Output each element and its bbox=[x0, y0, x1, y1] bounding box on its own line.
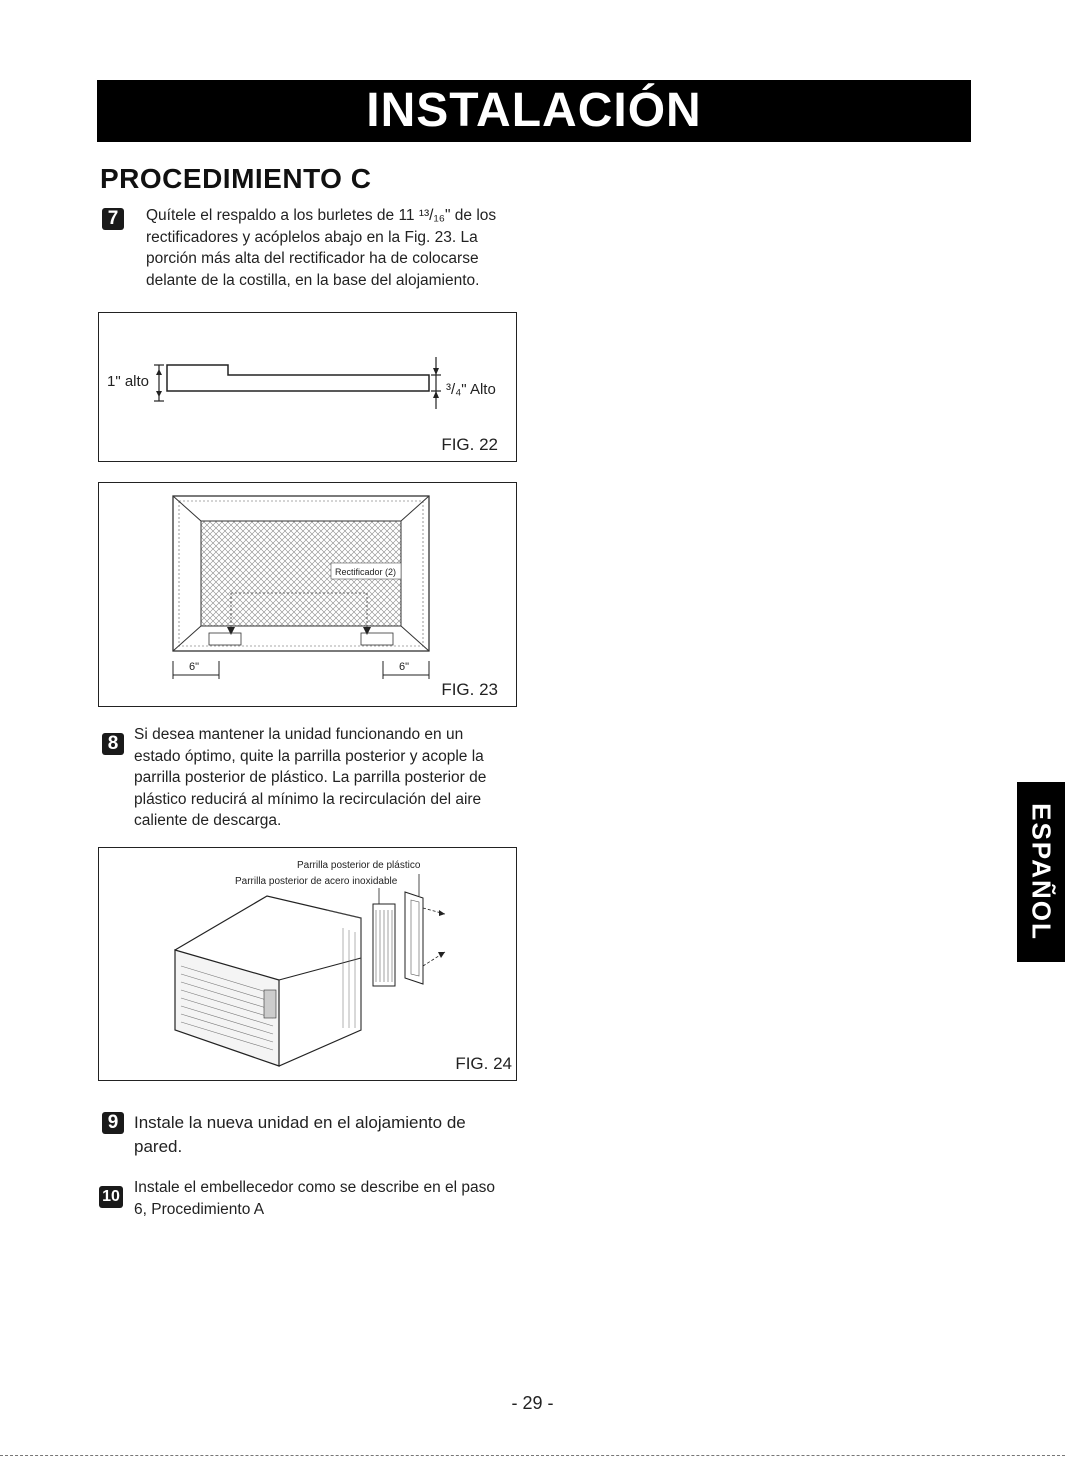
step-8-text bbox=[134, 724, 486, 832]
figure-24 bbox=[98, 847, 517, 1081]
language-side-tab bbox=[1017, 782, 1065, 962]
page-number: - 29 - bbox=[511, 1393, 554, 1413]
step-9-line: pared. bbox=[134, 1137, 183, 1156]
step-9-badge: 9 bbox=[102, 1112, 124, 1134]
fig23-callout: Rectificador (2) bbox=[335, 567, 397, 577]
figure-23 bbox=[98, 482, 517, 707]
fig24-label: FIG. 24 bbox=[455, 1054, 512, 1073]
language-side-tab-label: ESPAÑOL bbox=[1026, 803, 1057, 941]
fig23-dim-left: 6" bbox=[189, 661, 200, 673]
step-7-badge: 7 bbox=[102, 208, 124, 230]
fig22-rectifier-profile bbox=[167, 365, 429, 391]
step-10-text bbox=[134, 1177, 495, 1220]
step-7-line: porción más alta del rectificador ha de colocarse bbox=[146, 250, 479, 267]
step-7-line: delante de la costilla, en la base del alojamiento. bbox=[146, 271, 480, 289]
step-7-line: Quítele el respaldo a los burletes de 11 ¹³/₁₆" de los bbox=[146, 207, 497, 224]
step-10-line: 6, Procedimiento A bbox=[134, 1200, 265, 1218]
step-9-line: Instale la nueva unidad en el alojamiento de bbox=[134, 1113, 466, 1132]
step-8-line: caliente de descarga. bbox=[134, 812, 282, 829]
step-8-badge: 8 bbox=[102, 733, 124, 755]
step-7-text bbox=[146, 205, 496, 291]
fig23-diagram bbox=[99, 483, 516, 706]
page-header-banner bbox=[97, 80, 971, 142]
step-8-line: estado óptimo, quite la parrilla posterior y acople la bbox=[134, 747, 484, 765]
figure-22 bbox=[98, 312, 517, 462]
fig22-right-dimension: ³/₄" Alto bbox=[446, 381, 496, 398]
step-10-line: Instale el embellecedor como se describe en el paso bbox=[134, 1179, 496, 1196]
fig23-label: FIG. 23 bbox=[441, 680, 498, 699]
section-title: PROCEDIMIENTO C bbox=[100, 163, 372, 194]
fig22-label: FIG. 22 bbox=[441, 435, 498, 454]
step-8-line: plástico reducirá al mínimo la recirculación del aire bbox=[134, 790, 482, 808]
fig24-diagram bbox=[99, 848, 516, 1080]
fig22-left-dimension: 1" alto bbox=[107, 373, 150, 390]
step-7-line: rectificadores y acóplelos abajo en la Fig. 23. La bbox=[146, 228, 478, 246]
fig23-dim-right: 6" bbox=[399, 661, 410, 673]
step-8-line: parrilla posterior de plástico. La parrilla posterior de bbox=[134, 769, 487, 786]
step-10-badge: 10 bbox=[99, 1186, 123, 1208]
fig24-callout-plastic: Parrilla posterior de plástico bbox=[297, 860, 421, 871]
fig24-plastic-grille bbox=[405, 892, 423, 984]
page-header-title: INSTALACIÓN bbox=[366, 84, 702, 137]
bottom-divider bbox=[0, 1455, 1065, 1456]
step-9-text bbox=[134, 1111, 466, 1159]
fig24-callout-steel: Parrilla posterior de acero inoxidable bbox=[235, 876, 398, 887]
step-8-line: Si desea mantener la unidad funcionando en un bbox=[134, 726, 464, 743]
